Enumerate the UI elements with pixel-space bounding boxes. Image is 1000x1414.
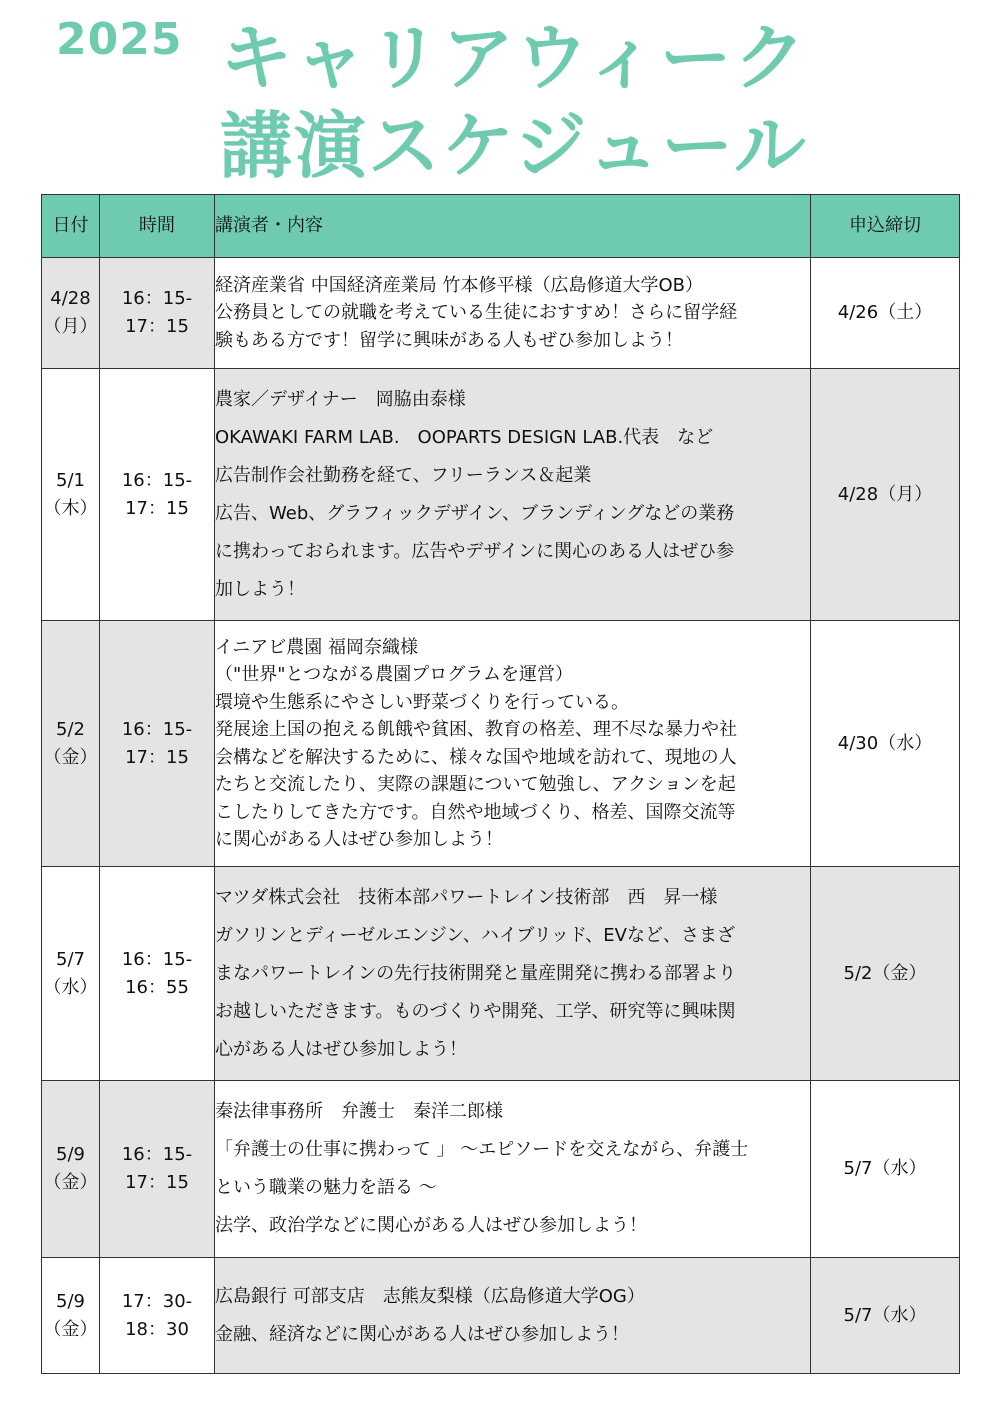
desc-line: 加しよう！ [215, 578, 305, 600]
time-end: 17：15 [125, 316, 189, 337]
date-cell [42, 1081, 100, 1258]
deadline-cell: 5/2（金） [811, 867, 960, 1081]
date-cell [42, 867, 100, 1081]
table-row [42, 621, 960, 867]
column-header-deadline: 申込締切 [811, 195, 960, 258]
table-row [42, 1258, 960, 1374]
desc-line: という職業の魅力を語る ～ [215, 1177, 437, 1198]
desc-line: に携わっておられます。広告やデザインに関心のある人はぜひ参 [215, 540, 735, 562]
table-row [42, 258, 960, 369]
desc-line: 環境や生態系にやさしい野菜づくりを行っている。 [215, 691, 629, 713]
date-cell [42, 258, 100, 369]
time-start: 16：15- [121, 1144, 193, 1165]
date: 5/1 [56, 469, 85, 491]
deadline-cell: 4/26（土） [811, 258, 960, 369]
time-cell [100, 1258, 215, 1374]
table-row [42, 369, 960, 621]
speaker-cell [215, 867, 811, 1081]
desc-line: 広島銀行 可部支店 志熊友梨様（広島修道大学OG） [215, 1285, 645, 1307]
time-cell [100, 621, 215, 867]
weekday: （金） [43, 1172, 98, 1193]
column-header-date: 日付 [42, 195, 100, 258]
speaker-cell [215, 621, 811, 867]
time-end: 17：15 [125, 746, 189, 768]
speaker-cell [215, 258, 811, 369]
desc-line: に関心がある人はぜひ参加しよう！ [215, 829, 503, 850]
time-start: 16：15- [121, 948, 193, 970]
table-row [42, 1081, 960, 1258]
desc-line: 験もある方です！留学に興味がある人もぜひ参加しよう！ [215, 329, 683, 351]
time-start: 17：30- [121, 1290, 193, 1312]
time-cell [100, 867, 215, 1081]
column-header-speaker: 講演者・内容 [215, 195, 811, 258]
desc-line: OKAWAKI FARM LAB. OOPARTS DESIGN LAB.代表 など [215, 426, 714, 448]
date-cell [42, 621, 100, 867]
desc-line: 秦法律事務所 弁護士 秦洋二郎様 [215, 1101, 503, 1122]
weekday: （月） [43, 316, 98, 337]
time-cell [100, 258, 215, 369]
desc-line: まなパワートレインの先行技術開発と量産開発に携わる部署より [215, 962, 737, 984]
desc-line: 心がある人はぜひ参加しよう！ [215, 1038, 467, 1060]
desc-line: お越しいただきます。ものづくりや開発、工学、研究等に興味関 [215, 1000, 736, 1022]
time-cell [100, 369, 215, 621]
date: 5/9 [56, 1290, 85, 1312]
page-title [220, 14, 980, 190]
time-end: 17：15 [125, 497, 189, 519]
deadline-cell: 4/30（水） [811, 621, 960, 867]
speaker-cell [215, 369, 811, 621]
desc-line: こしたりしてきた方です。自然や地域づくり、格差、国際交流等 [215, 801, 736, 823]
desc-line: 広告、Web、グラフィックデザイン、ブランディングなどの業務 [215, 502, 735, 524]
date: 5/7 [56, 948, 85, 970]
date: 5/9 [56, 1144, 85, 1165]
desc-line: 会構などを解決するために、様々な国や地域を訪れて、現地の人 [215, 746, 737, 768]
time-start: 16：15- [121, 288, 193, 309]
date-cell [42, 1258, 100, 1374]
desc-line: 発展途上国の抱える飢餓や貧困、教育の格差、理不尽な暴力や社 [215, 719, 737, 740]
weekday: （木） [43, 497, 98, 519]
date: 5/2 [56, 718, 85, 740]
schedule-table [41, 194, 960, 1374]
desc-line: たちと交流したり、実際の課題について勉強し、アクションを起 [215, 774, 736, 795]
desc-line: 公務員としての就職を考えている生徒におすすめ！さらに留学経 [215, 302, 738, 324]
desc-line: （"世界"とつながる農園プログラムを運営） [215, 664, 574, 685]
deadline-cell: 5/7（水） [811, 1081, 960, 1258]
desc-line: 法学、政治学などに関心がある人はぜひ参加しよう！ [215, 1215, 647, 1236]
time-end: 18：30 [125, 1318, 189, 1340]
title-line-2: 講演スケジュール [220, 104, 808, 188]
date-cell [42, 369, 100, 621]
weekday: （金） [43, 746, 98, 768]
desc-line: マツダ株式会社 技術本部パワートレイン技術部 西 昇一様 [215, 886, 718, 908]
weekday: （金） [43, 1318, 98, 1340]
deadline-cell: 4/28（月） [811, 369, 960, 621]
column-header-time: 時間 [100, 195, 215, 258]
time-start: 16：15- [121, 469, 193, 491]
title-line-1: キャリアウィーク [220, 16, 808, 100]
deadline-cell: 5/7（水） [811, 1258, 960, 1374]
table-row [42, 867, 960, 1081]
desc-line: イニアビ農園 福岡奈織様 [215, 636, 419, 658]
speaker-cell [215, 1258, 811, 1374]
time-end: 17：15 [125, 1172, 189, 1193]
desc-line: 経済産業省 中国経済産業局 竹本修平様（広島修道大学OB） [215, 274, 703, 296]
time-start: 16：15- [121, 718, 193, 740]
desc-line: 広告制作会社勤務を経て、フリーランス＆起業 [215, 464, 592, 486]
time-cell [100, 1081, 215, 1258]
date: 4/28 [50, 288, 91, 309]
speaker-cell [215, 1081, 811, 1258]
year-label: 2025 [56, 14, 183, 65]
desc-line: 農家／デザイナー 岡脇由泰様 [215, 388, 466, 410]
table-header-row [42, 195, 960, 258]
desc-line: 「弁護士の仕事に携わって 」 ～エピソードを交えながら、弁護士 [215, 1139, 749, 1160]
time-end: 16：55 [125, 976, 189, 998]
desc-line: 金融、経済などに関心がある人はぜひ参加しよう！ [215, 1323, 629, 1345]
weekday: （水） [43, 976, 98, 998]
desc-line: ガソリンとディーゼルエンジン、ハイブリッド、EVなど、さまざ [215, 924, 735, 946]
